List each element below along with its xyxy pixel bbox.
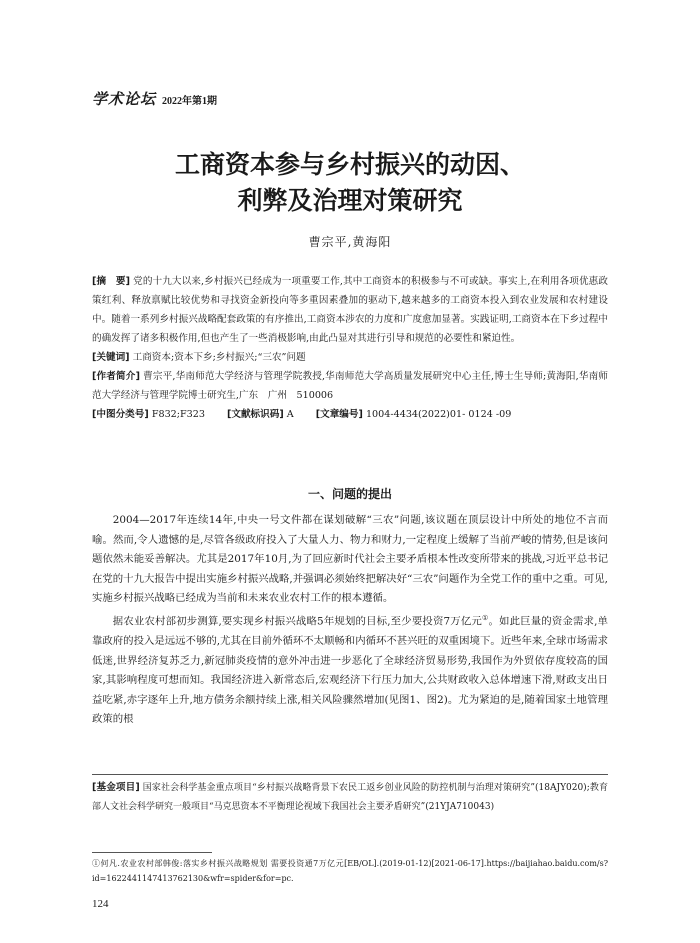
footnote-divider bbox=[92, 852, 212, 853]
abstract bbox=[92, 272, 608, 348]
body-paragraph-2-part-b: 。如此巨量的资金需求,单靠政府的投入是远远不够的,尤其在目前外循环不太顺畅和内循环不甚兴旺的双重困境下。近些年来,全球市场需求低迷,世界经济复苏乏力,新冠肺炎疫情的意外冲击进一步恶化了全球经济贸易形势,我国作为外贸依存度较高的国家,其影响程度可想而知。我国经济进入新常态后,宏观经济下行压力加大,公共财政收入总体增速下滑,财政支出日益吃紧,赤字逐年上升,地方债务余额持续上涨,相关风险骤然增加(见图1、图2)。尤为紧迫的是,随着国家土地管理政策的根 bbox=[92, 615, 608, 726]
abstract-label: [摘 要] bbox=[92, 276, 130, 287]
page-number: 124 bbox=[92, 898, 109, 910]
clc-group bbox=[92, 405, 205, 424]
fund-info bbox=[92, 778, 608, 817]
article-title-line-1: 工商资本参与乡村振兴的动因、 bbox=[174, 150, 525, 179]
abstract-block bbox=[92, 272, 608, 424]
body-paragraph-1: 2004—2017年连续14年,中央一号文件都在谋划破解“三农”问题,该议题在顶层设计中所处的地位不言而喻。然而,令人遗憾的是,尽管各级政府投入了大量人力、物力和财力,一定程度上缓解了当前严峻的情势,但是该问题依然未能妥善解决。尤其是2017年10月,为了回应新时代社会主要矛盾根本性改变所带来的挑战,习近平总书记在党的十九大报告中提出实施乡村振兴战略,并强调必须始终把解决好“三农”问题作为全党工作的重中之重。可见,实施乡村振兴战略已经成为当前和未来农业农村工作的根本遵循。 bbox=[92, 514, 608, 605]
keywords-label: [关键词] bbox=[92, 352, 130, 363]
section-heading: 一、问题的提出 bbox=[307, 487, 392, 501]
clc-label: [中图分类号] bbox=[92, 409, 149, 420]
fund-label: [基金项目] bbox=[92, 782, 140, 793]
keywords-text: 工商资本;资本下乡;乡村振兴;“三农”问题 bbox=[132, 352, 306, 363]
article-no-group bbox=[316, 405, 512, 424]
fund-text: 国家社会科学基金重点项目“乡村振兴战略背景下农民工返乡创业风险的防控机制与治理对策研究”(18AJY020);教育部人文社会科学研究一般项目“马克思资本不平衡理论视域下我国社会主要矛盾研究”(21YJA710043) bbox=[92, 783, 608, 812]
author-intro-label: [作者简介] bbox=[92, 371, 140, 382]
authors: 曹宗平,黄海阳 bbox=[308, 235, 392, 249]
doc-code-value: A bbox=[286, 409, 294, 420]
footnote-marker[interactable]: ① bbox=[482, 613, 489, 622]
clc-value: F832;F323 bbox=[151, 409, 205, 420]
author-intro bbox=[92, 367, 608, 405]
abstract-text: 党的十九大以来,乡村振兴已经成为一项重要工作,其中工商资本的积极参与不可或缺。事实上,在利用各项优惠政策红利、释放禀赋比较优势和寻找资金新投向等多重因素叠加的驱动下,越来越多的工商资本投入到农业发展和农村建设中。随着一系列乡村振兴战略配套政策的有序推出,工商资本涉农的力度和广度愈加显著。实践证明,工商资本在下乡过程中的确发挥了诸多积极作用,但也产生了一些消极影响,由此凸显对其进行引导和规范的必要性和紧迫性。 bbox=[92, 276, 608, 344]
journal-header bbox=[92, 88, 217, 108]
author-intro-text: 曹宗平,华南师范大学经济与管理学院教授,华南师范大学高质量发展研究中心主任,博士生导师;黄海阳,华南师范大学经济与管理学院博士研究生,广东 广州 510006 bbox=[92, 371, 608, 401]
keywords bbox=[92, 348, 608, 367]
journal-issue: 2022年第1期 bbox=[162, 96, 218, 107]
body-paragraph-2 bbox=[92, 609, 608, 730]
classification-row bbox=[92, 405, 608, 424]
article-no-label: [文章编号] bbox=[315, 409, 363, 420]
doc-code-label: [文献标识码] bbox=[226, 409, 284, 420]
doc-code-group bbox=[227, 405, 294, 424]
body-paragraph-2-part-a: 据农业农村部初步测算,要实现乡村振兴战略5年规划的目标,至少要投资7万亿元 bbox=[112, 615, 483, 628]
body-text bbox=[92, 511, 608, 730]
fund-divider bbox=[92, 774, 608, 775]
article-title-line-2: 利弊及治理对策研究 bbox=[237, 186, 463, 215]
journal-name: 学术论坛 bbox=[92, 90, 157, 108]
article-no-value: 1004-4434(2022)01- 0124 -09 bbox=[365, 409, 512, 420]
footnote: ①何凡.农业农村部韩俊:落实乡村振兴战略规划 需要投资通7万亿元[EB/OL].(2019-01-12)[2021-06-17].https://baijiahao.baidu.com/s?id=1622441147413762130&wfr=spider&for=pc. bbox=[92, 859, 608, 883]
